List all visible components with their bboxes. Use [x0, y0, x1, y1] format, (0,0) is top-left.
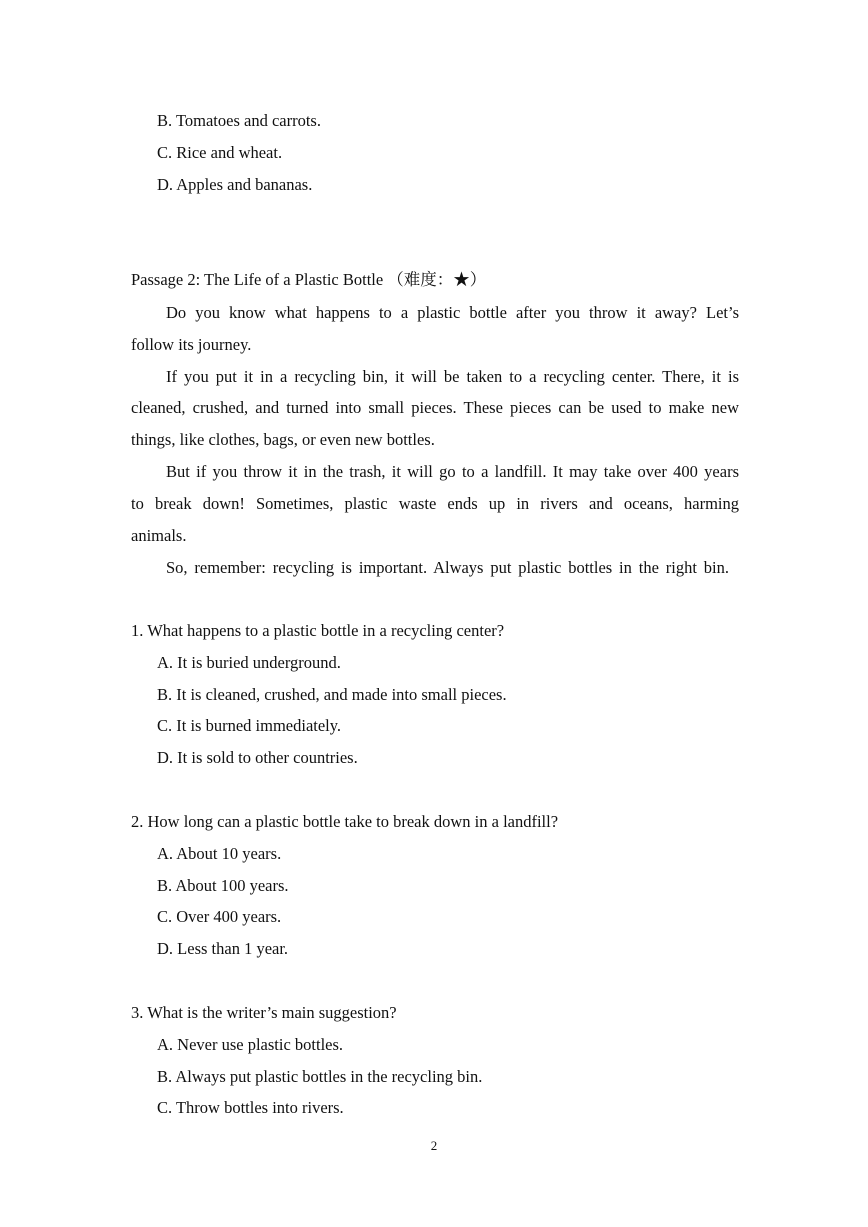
question-2-option-a: A. About 10 years. [157, 844, 282, 863]
passage-p3-line2: to break down! Sometimes, plastic waste ends up in rivers and oceans, harming [131, 494, 739, 513]
question-3-option-a: A. Never use plastic bottles. [157, 1035, 344, 1054]
passage-p2-line2: cleaned, crushed, and turned into small pieces. These pieces can be used to make new [131, 398, 739, 417]
passage-p1-line1: Do you know what happens to a plastic bottle after you throw it away? Let’s [166, 303, 739, 322]
question-3-option-b: B. Always put plastic bottles in the recycling bin. [157, 1067, 483, 1086]
question-3-option-c: C. Throw bottles into rivers. [157, 1098, 344, 1117]
prev-option-d: D. Apples and bananas. [157, 175, 313, 194]
prev-option-c: C. Rice and wheat. [157, 143, 283, 162]
question-2-stem: 2. How long can a plastic bottle take to break down in a landfill? [131, 812, 559, 831]
question-1-option-a: A. It is buried underground. [157, 653, 341, 672]
question-2-option-b: B. About 100 years. [157, 876, 289, 895]
passage-p2-line1: If you put it in a recycling bin, it will be taken to a recycling center. There, it is [166, 367, 739, 386]
question-1-option-d: D. It is sold to other countries. [157, 748, 358, 767]
question-1-stem: 1. What happens to a plastic bottle in a recycling center? [131, 621, 505, 640]
passage-p3-line3: animals. [131, 526, 187, 545]
passage-title: Passage 2: The Life of a Plastic Bottle （难度：★） [131, 270, 487, 289]
passage-p2-line3: things, like clothes, bags, or even new bottles. [131, 430, 435, 449]
question-3-stem: 3. What is the writer’s main suggestion? [131, 1003, 397, 1022]
passage-p1-line2: follow its journey. [131, 335, 252, 354]
question-2-option-d: D. Less than 1 year. [157, 939, 289, 958]
passage-p4-line1: So, remember: recycling is important. Always put plastic bottles in the right bin. [166, 558, 729, 577]
page-number: 2 [430, 1138, 438, 1153]
question-1-option-b: B. It is cleaned, crushed, and made into small pieces. [157, 685, 507, 704]
question-1-option-c: C. It is burned immediately. [157, 716, 342, 735]
question-2-option-c: C. Over 400 years. [157, 907, 282, 926]
prev-option-b: B. Tomatoes and carrots. [157, 111, 321, 130]
passage-p3-line1: But if you throw it in the trash, it will go to a landfill. It may take over 400 years [166, 462, 739, 481]
